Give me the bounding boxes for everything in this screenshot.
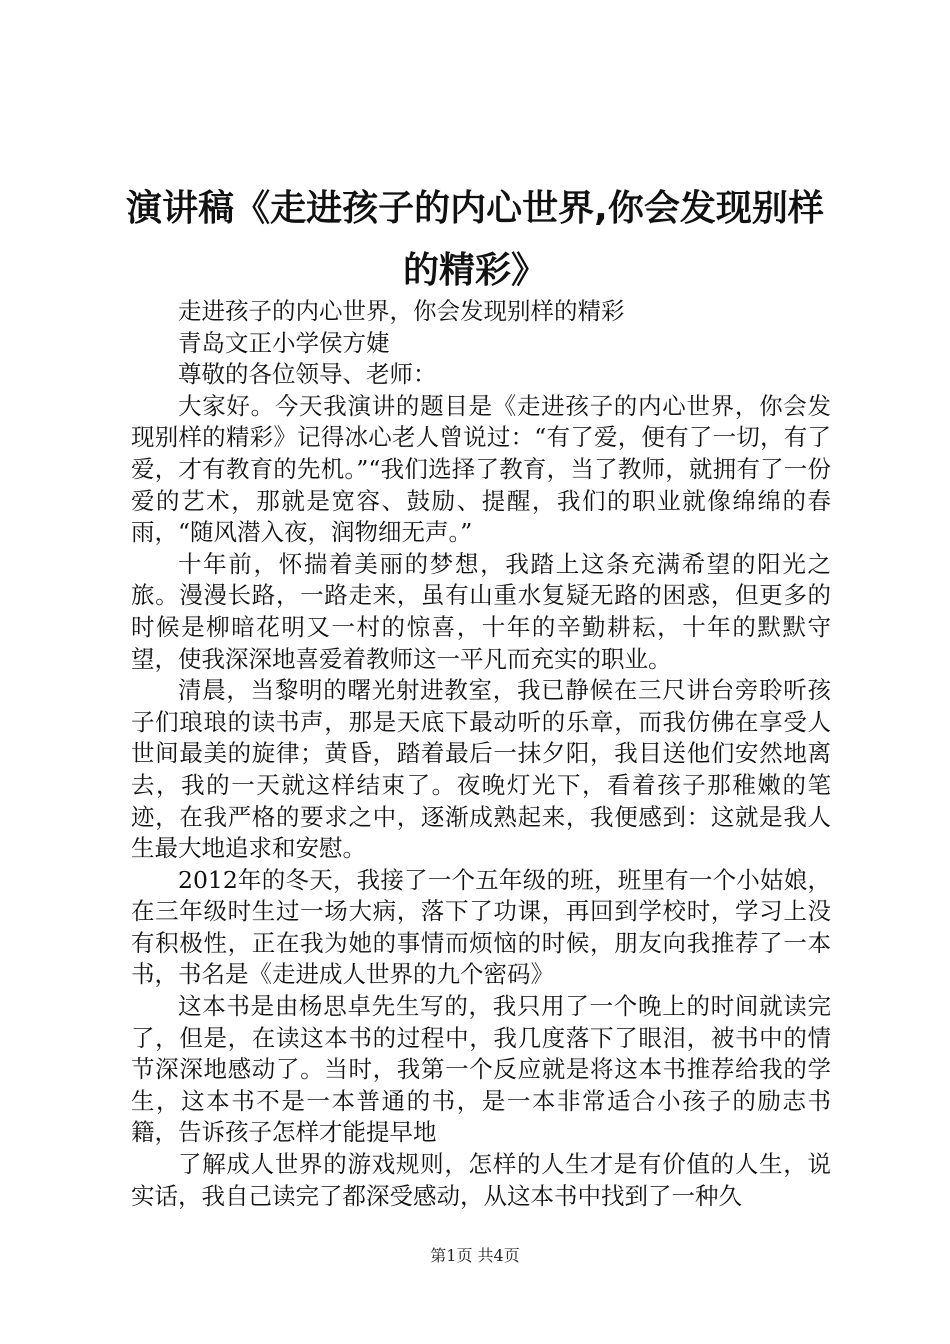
document-title: 演讲稿《走进孩子的内心世界,你会发现别样的精彩》 [126,188,824,291]
paragraph: 清晨，当黎明的曙光射进教室，我已静候在三尺讲台旁聆听孩子们琅琅的读书声，那是天底下最动听的乐章，而我仿佛在享受人世间最美的旋律；黄昏，踏着最后一抹夕阳，我目送他们安然地离去，我的一天就这样结束了。夜晚灯光下，看着孩子那稚嫩的笔迹，在我严格的要求之中，逐渐成熟起来，我便感到：这就是我人生最大地追求和安慰。 [131,676,831,863]
paragraph: 大家好。今天我演讲的题目是《走进孩子的内心世界，你会发现别样的精彩》记得冰心老人曾说过：“有了爱，便有了一切，有了爱，才有教育的先机。”“我们选择了教育，当了教师，就拥有了一份爱的艺术，那就是宽容、鼓励、提醒，我们的职业就像绵绵的春雨，“随风潜入夜，润物细无声。” [131,391,831,547]
paragraph-subtitle: 走进孩子的内心世界，你会发现别样的精彩 [178,297,625,325]
page-number: 第1页 共4页 [430,1246,520,1265]
paragraph-salutation: 尊敬的各位领导、老师： [178,360,437,389]
paragraph: 这本书是由杨思卓先生写的，我只用了一个晚上的时间就读完了，但是，在读这本书的过程中，我几度落下了眼泪，被书中的情节深深地感动了。当时，我第一个反应就是将这本书推荐给我的学生，这本书不是一本普通的书，是一本非常适合小孩子的励志书籍，告诉孩子怎样才能提早地 [131,992,831,1147]
paragraph: 十年前，怀揣着美丽的梦想，我踏上这条充满希望的阳光之旅。漫漫长路，一路走来，虽有山重水复疑无路的困惑，但更多的时候是柳暗花明又一村的惊喜，十年的辛勤耕耘，十年的默默守望，使我深深地喜爱着教师这一平凡而充实的职业。 [131,549,831,673]
paragraph-author: 青岛文正小学侯方婕 [178,328,390,357]
paragraph: 了解成人世界的游戏规则，怎样的人生才是有价值的人生，说实话，我自己读完了都深受感动，从这本书中找到了一种久 [131,1150,831,1210]
paragraph: 2012年的冬天，我接了一个五年级的班，班里有一个小姑娘，在三年级时生过一场大病，落下了功课，再回到学校时，学习上没有积极性，正在我为她的事情而烦恼的时候，朋友向我推荐了一本书，书名是《走进成人世界的九个密码》 [131,865,831,989]
document-body [131,296,831,1212]
